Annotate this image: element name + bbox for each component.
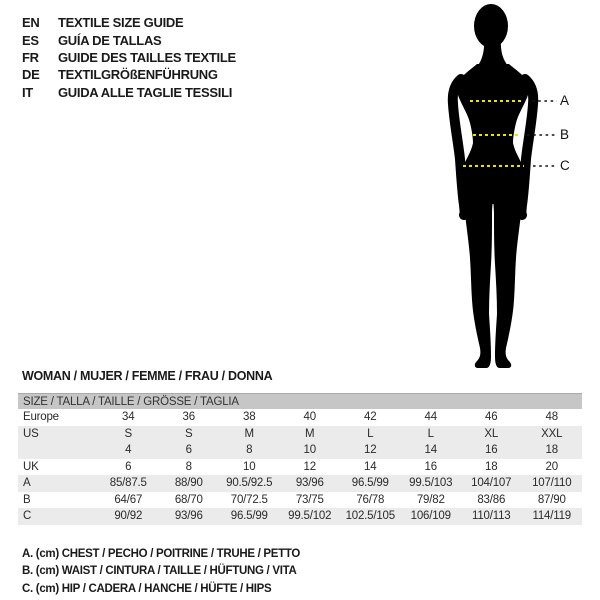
language-row: [22, 14, 236, 31]
size-cell: 10: [303, 444, 316, 456]
measurement-legend: [22, 546, 300, 598]
female-silhouette: [430, 0, 600, 380]
size-cell: 16: [424, 460, 437, 473]
size-table: [18, 393, 582, 525]
size-cell: 20: [545, 460, 558, 473]
size-cell: 42: [364, 411, 377, 423]
row-label: [18, 442, 98, 459]
table-row: [18, 442, 582, 459]
language-title: GUIDE DES TAILLES TEXTILE: [58, 49, 236, 65]
row-label: UK: [23, 460, 39, 473]
size-cell: 110/113: [472, 510, 511, 522]
size-cell: 8: [185, 460, 192, 473]
silhouette-right-leg: [493, 166, 524, 368]
size-cell: 104/107: [471, 477, 512, 489]
legend-line: A. (cm) CHEST / PECHO / POITRINE / TRUHE / PETTO: [22, 548, 301, 560]
size-cell: S: [124, 427, 132, 440]
size-cell: 85/87.5: [109, 477, 147, 489]
size-cell: 16: [485, 444, 498, 456]
size-cell: S: [185, 427, 193, 440]
legend-line: C. (cm) HIP / CADERA / HANCHE / HÜFTE / HIPS: [22, 582, 272, 595]
measure-label-b: B: [560, 127, 570, 142]
language-code: EN: [22, 15, 40, 31]
language-code: DE: [22, 67, 40, 83]
size-cell: 44: [424, 411, 437, 423]
size-cell: 36: [182, 411, 195, 423]
size-cell: L: [427, 427, 434, 440]
size-cell: XL: [484, 427, 499, 440]
row-label: B: [23, 493, 31, 506]
size-cell: 10: [243, 460, 256, 473]
language-row: [22, 66, 236, 83]
row-label: Europe: [23, 411, 59, 423]
size-cell: 70/72.5: [230, 493, 268, 506]
silhouette-left-leg: [462, 166, 493, 368]
row-label: US: [23, 427, 39, 440]
size-cell: 93/96: [295, 477, 324, 489]
size-cell: 64/67: [114, 493, 143, 506]
size-cell: 68/70: [174, 493, 203, 506]
size-cell: 90.5/92.5: [226, 477, 273, 489]
size-cell: 38: [243, 411, 256, 423]
row-label: A: [23, 477, 31, 489]
size-cell: 93/96: [174, 510, 203, 522]
size-cell: 14: [424, 444, 437, 456]
table-row: [18, 508, 582, 525]
size-cell: 48: [545, 411, 558, 423]
size-cell: 34: [122, 411, 135, 423]
size-cell: 8: [246, 444, 253, 456]
size-cell: 14: [364, 460, 377, 473]
table-row: [18, 492, 582, 509]
language-row: [22, 31, 236, 48]
size-cell: 12: [364, 444, 377, 456]
size-cell: 107/110: [532, 477, 572, 489]
size-cell: XXL: [541, 427, 563, 440]
language-row: [22, 84, 236, 101]
size-cell: M: [305, 427, 315, 440]
size-cell: 83/86: [477, 493, 506, 506]
size-cell: 6: [125, 460, 132, 473]
size-cell: 88/90: [174, 477, 203, 489]
size-cell: M: [244, 427, 254, 440]
language-code: IT: [22, 84, 33, 100]
language-code: FR: [22, 49, 39, 65]
size-cell: 73/75: [295, 493, 324, 506]
measure-label-a: A: [560, 93, 570, 108]
table-row: [18, 459, 582, 476]
legend-line: B. (cm) WAIST / CINTURA / TAILLE / HÜFTUNG / VITA: [22, 565, 297, 578]
size-cell: 18: [485, 460, 498, 473]
size-cell: 99.5/103: [409, 477, 453, 489]
size-table-header: SIZE / TALLA / TAILLE / GRÖSSE / TAGLIA: [18, 393, 582, 409]
size-cell: 76/78: [356, 493, 385, 506]
size-cell: 99.5/102: [288, 510, 332, 522]
language-title: TEXTILGRÖßENFÜHRUNG: [58, 67, 218, 83]
table-row: [18, 426, 582, 443]
size-cell: 6: [185, 444, 192, 456]
size-cell: 79/82: [416, 493, 445, 506]
size-cell: 12: [303, 460, 316, 473]
group-title: WOMAN / MUJER / FEMME / FRAU / DONNA: [22, 369, 273, 383]
size-cell: L: [367, 427, 374, 440]
size-cell: 96.5/99: [351, 477, 389, 489]
size-cell: 4: [125, 444, 132, 456]
language-title: GUIDA ALLE TAGLIE TESSILI: [58, 84, 233, 100]
size-cell: 102.5/105: [345, 510, 395, 522]
size-cell: 87/90: [537, 493, 566, 506]
table-row: [18, 475, 582, 492]
size-cell: 90/92: [114, 510, 143, 522]
measure-label-c: C: [560, 158, 570, 173]
language-title: TEXTILE SIZE GUIDE: [58, 15, 184, 31]
row-label: C: [23, 510, 32, 522]
size-cell: 106/109: [410, 510, 451, 522]
size-cell: 114/119: [532, 510, 571, 522]
language-row: [22, 49, 236, 66]
size-cell: 96.5/99: [230, 510, 268, 522]
table-row: [18, 409, 582, 426]
size-cell: 46: [485, 411, 498, 423]
size-table-body: [18, 409, 582, 525]
size-cell: 18: [545, 444, 558, 456]
silhouette-body: [453, 4, 533, 368]
size-cell: 40: [303, 411, 316, 423]
language-code: ES: [22, 32, 39, 48]
language-list: [22, 14, 236, 101]
language-title: GUÍA DE TALLAS: [58, 32, 162, 48]
